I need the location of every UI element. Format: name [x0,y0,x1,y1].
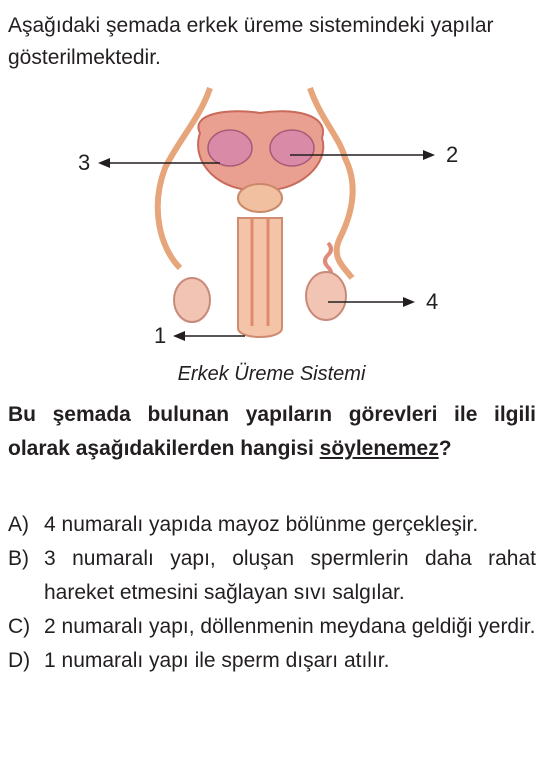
answer-options [8,508,536,678]
callout-label-1: 1 [154,323,167,348]
option-text: 2 numaralı yapı, döllenmenin meydana geldiği yerdir. [44,615,536,638]
option-letter: C) [8,615,31,638]
option-text: 1 numaralı yapı ile sperm dışarı atılır. [44,649,390,672]
option-c[interactable] [8,610,536,644]
seminal-vesicle [208,130,252,166]
option-text: 3 numaralı yapı, oluşan spermlerin daha rahat hareket etmesini sağlayan sıvı salgılar. [44,547,536,604]
option-text: 4 numaralı yapıda mayoz bölünme gerçekleşir. [44,513,479,536]
right-testis [306,272,346,320]
option-letter: D) [8,649,31,672]
option-d[interactable] [8,644,536,678]
option-letter: A) [8,513,29,536]
prostate [238,184,282,212]
arrowhead-4 [403,297,415,307]
option-b[interactable] [8,542,536,610]
figure-caption: Erkek Üreme Sistemi [177,363,366,385]
seminal-vesicle-right [270,130,314,166]
arrowhead-3 [98,158,110,168]
question-text-before: Bu şemada bulunan yapıların görevleri ile ilgili olarak aşağıdakilerden hangisi [8,403,536,460]
penis [238,218,282,337]
callout-label-3: 3 [78,150,91,175]
question-text-after: ? [438,437,452,460]
reproductive-system-diagram [60,78,480,358]
option-a[interactable] [8,508,536,542]
callout-label-4: 4 [426,289,439,314]
arrowhead-2 [423,150,435,160]
left-vas-deferens [158,88,210,268]
intro-text: Aşağıdaki şemada erkek üreme sistemindeki yapılar gösterilmektedir. [8,14,494,69]
left-testis [174,278,210,322]
option-letter: B) [8,547,29,570]
question-stem [8,398,536,466]
callout-label-2: 2 [446,142,459,167]
question-underlined-word: söylenemez [319,437,439,460]
arrowhead-1 [173,331,185,341]
reproductive-system-figure [60,78,480,358]
